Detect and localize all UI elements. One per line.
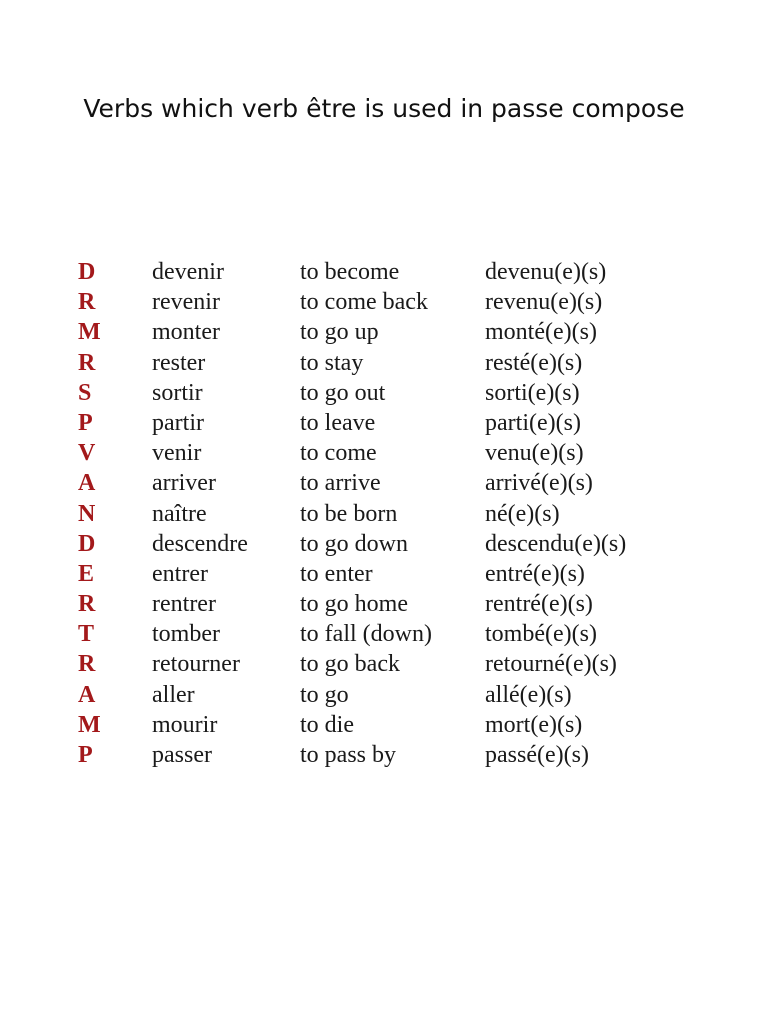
verb-row	[0, 649, 768, 679]
infinitive: rentrer	[152, 591, 216, 618]
english-translation: to go back	[300, 651, 400, 678]
infinitive: sortir	[152, 379, 203, 406]
past-participle: sorti(e)(s)	[485, 379, 580, 406]
verb-table	[0, 257, 768, 770]
mnemonic-letter: M	[78, 711, 101, 738]
past-participle: devenu(e)(s)	[485, 259, 607, 285]
verb-row	[0, 317, 768, 347]
past-participle: arrivé(e)(s)	[485, 470, 593, 497]
verb-row	[0, 680, 768, 710]
infinitive: tomber	[152, 621, 220, 648]
verb-row	[0, 348, 768, 378]
infinitive: devenir	[152, 259, 224, 285]
infinitive: retourner	[152, 651, 240, 678]
infinitive: arriver	[152, 470, 216, 497]
verb-row	[0, 378, 768, 408]
verb-row	[0, 559, 768, 589]
mnemonic-letter: T	[78, 621, 95, 648]
infinitive: venir	[152, 440, 202, 467]
verb-row	[0, 619, 768, 649]
english-translation: to arrive	[300, 470, 381, 497]
english-translation: to be born	[300, 500, 398, 527]
mnemonic-letter: A	[78, 681, 96, 708]
page-title: Verbs which verb être is used in passe compose	[83, 94, 685, 123]
english-translation: to go down	[300, 530, 408, 557]
english-translation: to fall (down)	[300, 621, 432, 648]
verb-row	[0, 257, 768, 287]
verb-row	[0, 740, 768, 770]
infinitive: aller	[152, 681, 195, 708]
verb-row	[0, 438, 768, 468]
english-translation: to go	[300, 681, 349, 708]
infinitive: mourir	[152, 711, 218, 738]
english-translation: to pass by	[300, 742, 396, 768]
mnemonic-letter: R	[78, 651, 96, 678]
past-participle: descendu(e)(s)	[485, 530, 627, 557]
past-participle: tombé(e)(s)	[485, 621, 597, 648]
infinitive: naître	[152, 500, 207, 527]
mnemonic-letter: D	[78, 530, 96, 557]
mnemonic-letter: R	[78, 289, 96, 316]
mnemonic-letter: E	[78, 560, 95, 587]
past-participle: parti(e)(s)	[485, 409, 581, 436]
past-participle: monté(e)(s)	[485, 319, 597, 346]
english-translation: to die	[300, 711, 354, 738]
mnemonic-letter: S	[78, 379, 92, 406]
verb-row	[0, 499, 768, 529]
past-participle: entré(e)(s)	[485, 560, 585, 587]
infinitive: revenir	[152, 289, 220, 316]
infinitive: partir	[152, 409, 204, 436]
mnemonic-letter: V	[78, 440, 96, 467]
verb-row	[0, 710, 768, 740]
mnemonic-letter: D	[78, 259, 96, 285]
past-participle: allé(e)(s)	[485, 681, 572, 708]
verb-row	[0, 589, 768, 619]
english-translation: to leave	[300, 409, 376, 436]
infinitive: rester	[152, 349, 206, 376]
english-translation: to go out	[300, 379, 386, 406]
past-participle: retourné(e)(s)	[485, 651, 617, 678]
english-translation: to become	[300, 259, 400, 285]
past-participle: venu(e)(s)	[485, 440, 584, 467]
verb-row	[0, 287, 768, 317]
english-translation: to enter	[300, 560, 373, 587]
english-translation: to go up	[300, 319, 379, 346]
past-participle: rentré(e)(s)	[485, 591, 593, 618]
past-participle: né(e)(s)	[485, 500, 560, 527]
infinitive: descendre	[152, 530, 248, 557]
mnemonic-letter: P	[78, 409, 93, 436]
mnemonic-letter: A	[78, 470, 96, 497]
mnemonic-letter: P	[78, 742, 93, 768]
infinitive: monter	[152, 319, 220, 346]
mnemonic-letter: R	[78, 591, 96, 618]
infinitive: entrer	[152, 560, 208, 587]
english-translation: to come	[300, 440, 377, 467]
mnemonic-letter: M	[78, 319, 101, 346]
verb-row	[0, 408, 768, 438]
english-translation: to go home	[300, 591, 408, 618]
mnemonic-letter: R	[78, 349, 96, 376]
english-translation: to stay	[300, 349, 364, 376]
mnemonic-letter: N	[78, 500, 96, 527]
past-participle: revenu(e)(s)	[485, 289, 603, 316]
english-translation: to come back	[300, 289, 428, 316]
verb-row	[0, 529, 768, 559]
infinitive: passer	[152, 742, 212, 768]
past-participle: resté(e)(s)	[485, 349, 583, 376]
verb-row	[0, 468, 768, 498]
past-participle: mort(e)(s)	[485, 711, 583, 738]
past-participle: passé(e)(s)	[485, 742, 589, 768]
